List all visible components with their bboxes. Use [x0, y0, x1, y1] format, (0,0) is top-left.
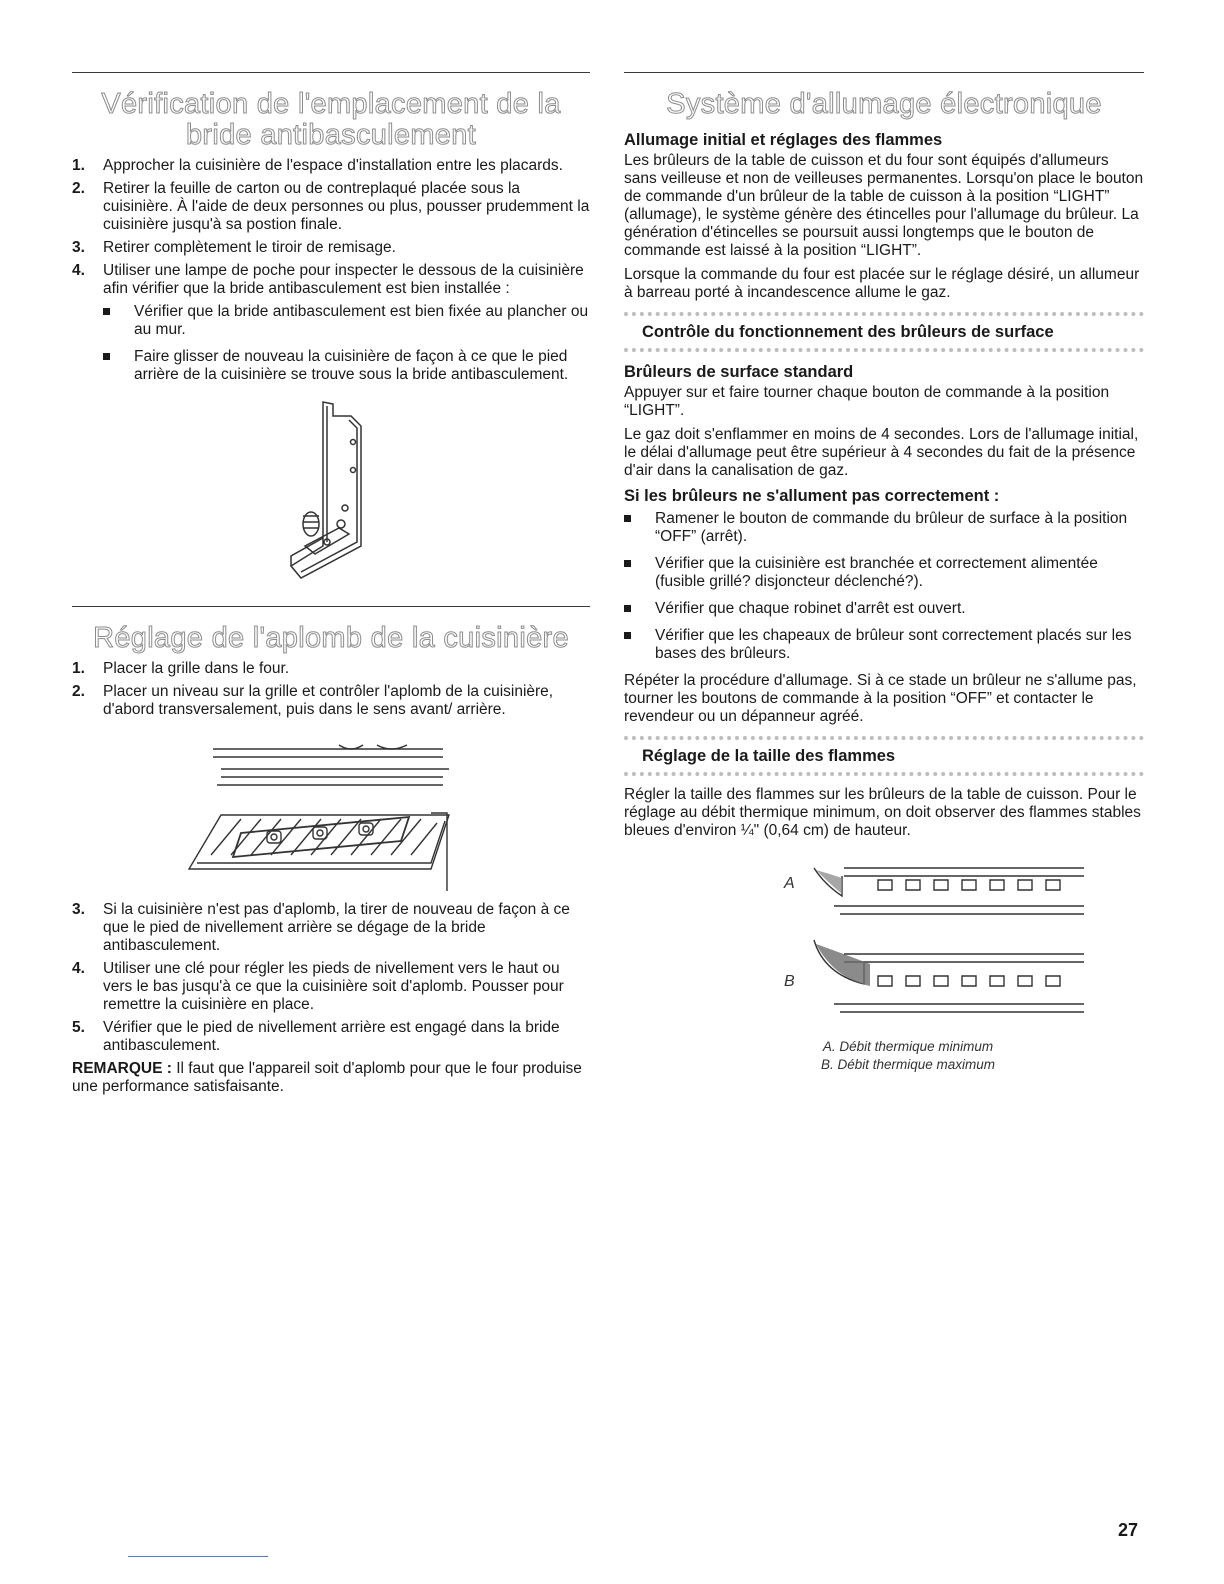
- left-column: [72, 72, 590, 1102]
- section-rule: [624, 72, 1144, 73]
- list-item: 3. Si la cuisinière n'est pas d'aplomb, la tirer de nouveau de façon à ce que le pied de nivellement arrière se dégage de la bride antibasculement.: [72, 901, 570, 954]
- figure-label-a: A: [784, 875, 795, 892]
- leveling-steps-b: [72, 901, 590, 1055]
- list-item: 5. Vérifier que le pied de nivellement arrière est engagé dans la bride antibasculement.: [72, 1019, 560, 1054]
- list-item: 2. Placer un niveau sur la grille et contrôler l'aplomb de la cuisinière, d'abord transversalement, puis dans le sens avant/ arrière.: [72, 683, 554, 718]
- list-item: Vérifier que chaque robinet d'arrêt est ouvert.: [624, 600, 1144, 618]
- section-rule: [72, 606, 590, 607]
- anti-tip-bullets: [103, 303, 590, 384]
- paragraph: Lorsque la commande du four est placée sur le réglage désiré, un allumeur à barreau porté à incandescence allume le gaz.: [624, 266, 1140, 301]
- subheading-standard-burners: Brûleurs de surface standard: [624, 363, 854, 381]
- subheading-troubleshoot: Si les brûleurs ne s'allument pas correctement :: [624, 487, 1000, 505]
- section-title-anti-tip: Vérification de l'emplacement de la bride antibasculement: [101, 88, 561, 151]
- banner-title: Contrôle du fonctionnement des brûleurs de surface: [642, 323, 1054, 341]
- banner-title: Réglage de la taille des flammes: [642, 747, 896, 765]
- section-title-ignition: Système d'allumage électronique: [666, 88, 1102, 120]
- paragraph: Appuyer sur et faire tourner chaque bouton de commande à la position “LIGHT”.: [624, 384, 1110, 419]
- paragraph: Régler la taille des flammes sur les brûleurs de la table de cuisson. Pour le réglage au débit thermique minimum, on doit observer des flammes stables bleues d'environ ¼" (0,64 cm) de hauteur.: [624, 786, 1141, 839]
- list-item: Vérifier que la bride antibasculement est bien fixée au plancher ou au mur.: [103, 303, 590, 339]
- list-item: Ramener le bouton de commande du brûleur de surface à la position “OFF” (arrêt).: [624, 510, 1144, 546]
- figure-label-b: B: [784, 973, 795, 990]
- list-item: 4. Utiliser une lampe de poche pour inspecter le dessous de la cuisinière afin vérifier que la bride antibasculement est bien installée :: [72, 262, 584, 297]
- caption-b: B. Débit thermique maximum: [820, 1057, 996, 1072]
- paragraph: Les brûleurs de la table de cuisson et du four sont équipés d'allumeurs sans veilleuse et non de veilleuses permanentes. Lorsqu'on place le bouton de commande d'un brûleur de la table de cuisson à la position “LIGHT” (allumage), le système génère des étincelles pour l'allumage du brûleur. La génération d'étincelles se poursuit aussi longtemps que le bouton de commande est laissé à la position “LIGHT”.: [624, 152, 1144, 259]
- list-item: 3. Retirer complètement le tiroir de remisage.: [72, 239, 396, 256]
- level-on-rack-illustration: [181, 725, 481, 893]
- banner-burner-check: [624, 312, 1144, 352]
- figure-caption: [624, 1038, 1144, 1074]
- section-rule: [72, 72, 590, 73]
- leveling-steps-a: [72, 660, 590, 719]
- right-column: [624, 72, 1144, 1074]
- leveling-note: REMARQUE : Il faut que l'appareil soit d'aplomb pour que le four produise une performance satisfaisante.: [72, 1060, 582, 1095]
- page-number: 27: [1118, 1520, 1139, 1540]
- list-item: 2. Retirer la feuille de carton ou de contreplaqué placée sous la cuisinière. À l'aide de deux personnes ou plus, pousser prudemment la cuisinière jusqu'à sa postion finale.: [72, 180, 590, 233]
- troubleshoot-bullets: [624, 510, 1144, 663]
- paragraph: Le gaz doit s'enflammer en moins de 4 secondes. Lors de l'allumage initial, le délai d'allumage peut être supérieur à 4 secondes du fait de la présence d'air dans la canalisation de gaz.: [624, 426, 1139, 479]
- list-item: 1. Approcher la cuisinière de l'espace d'installation entre les placards.: [72, 157, 563, 174]
- list-item: 1. Placer la grille dans le four.: [72, 660, 290, 677]
- anti-tip-steps: [72, 157, 590, 298]
- paragraph: Répéter la procédure d'allumage. Si à ce stade un brûleur ne s'allume pas, tourner les boutons de commande à la position “OFF” et contacter le revendeur ou un dépanneur agréé.: [624, 672, 1137, 725]
- list-item: Faire glisser de nouveau la cuisinière de façon à ce que le pied arrière de la cuisinière se trouve sous la bride antibasculement.: [103, 348, 590, 384]
- banner-flame-size: [624, 736, 1144, 776]
- caption-a: A. Débit thermique minimum: [822, 1039, 994, 1054]
- flame-size-illustration: [674, 854, 1094, 1034]
- anti-tip-bracket-illustration: [261, 396, 401, 588]
- section-title-leveling: Réglage de l'aplomb de la cuisinière: [93, 622, 569, 654]
- list-item: 4. Utiliser une clé pour régler les pieds de nivellement vers le haut ou vers le bas jusqu'à ce que la cuisinière soit d'aplomb. Pousser pour remettre la cuisinière en place.: [72, 960, 564, 1013]
- subheading-initial-ignition: Allumage initial et réglages des flammes: [624, 131, 943, 149]
- footer-rule: [128, 1556, 268, 1557]
- list-item: Vérifier que la cuisinière est branchée et correctement alimentée (fusible grillé? disjoncteur déclenché?).: [624, 555, 1144, 591]
- list-item: Vérifier que les chapeaux de brûleur sont correctement placés sur les bases des brûleurs.: [624, 627, 1144, 663]
